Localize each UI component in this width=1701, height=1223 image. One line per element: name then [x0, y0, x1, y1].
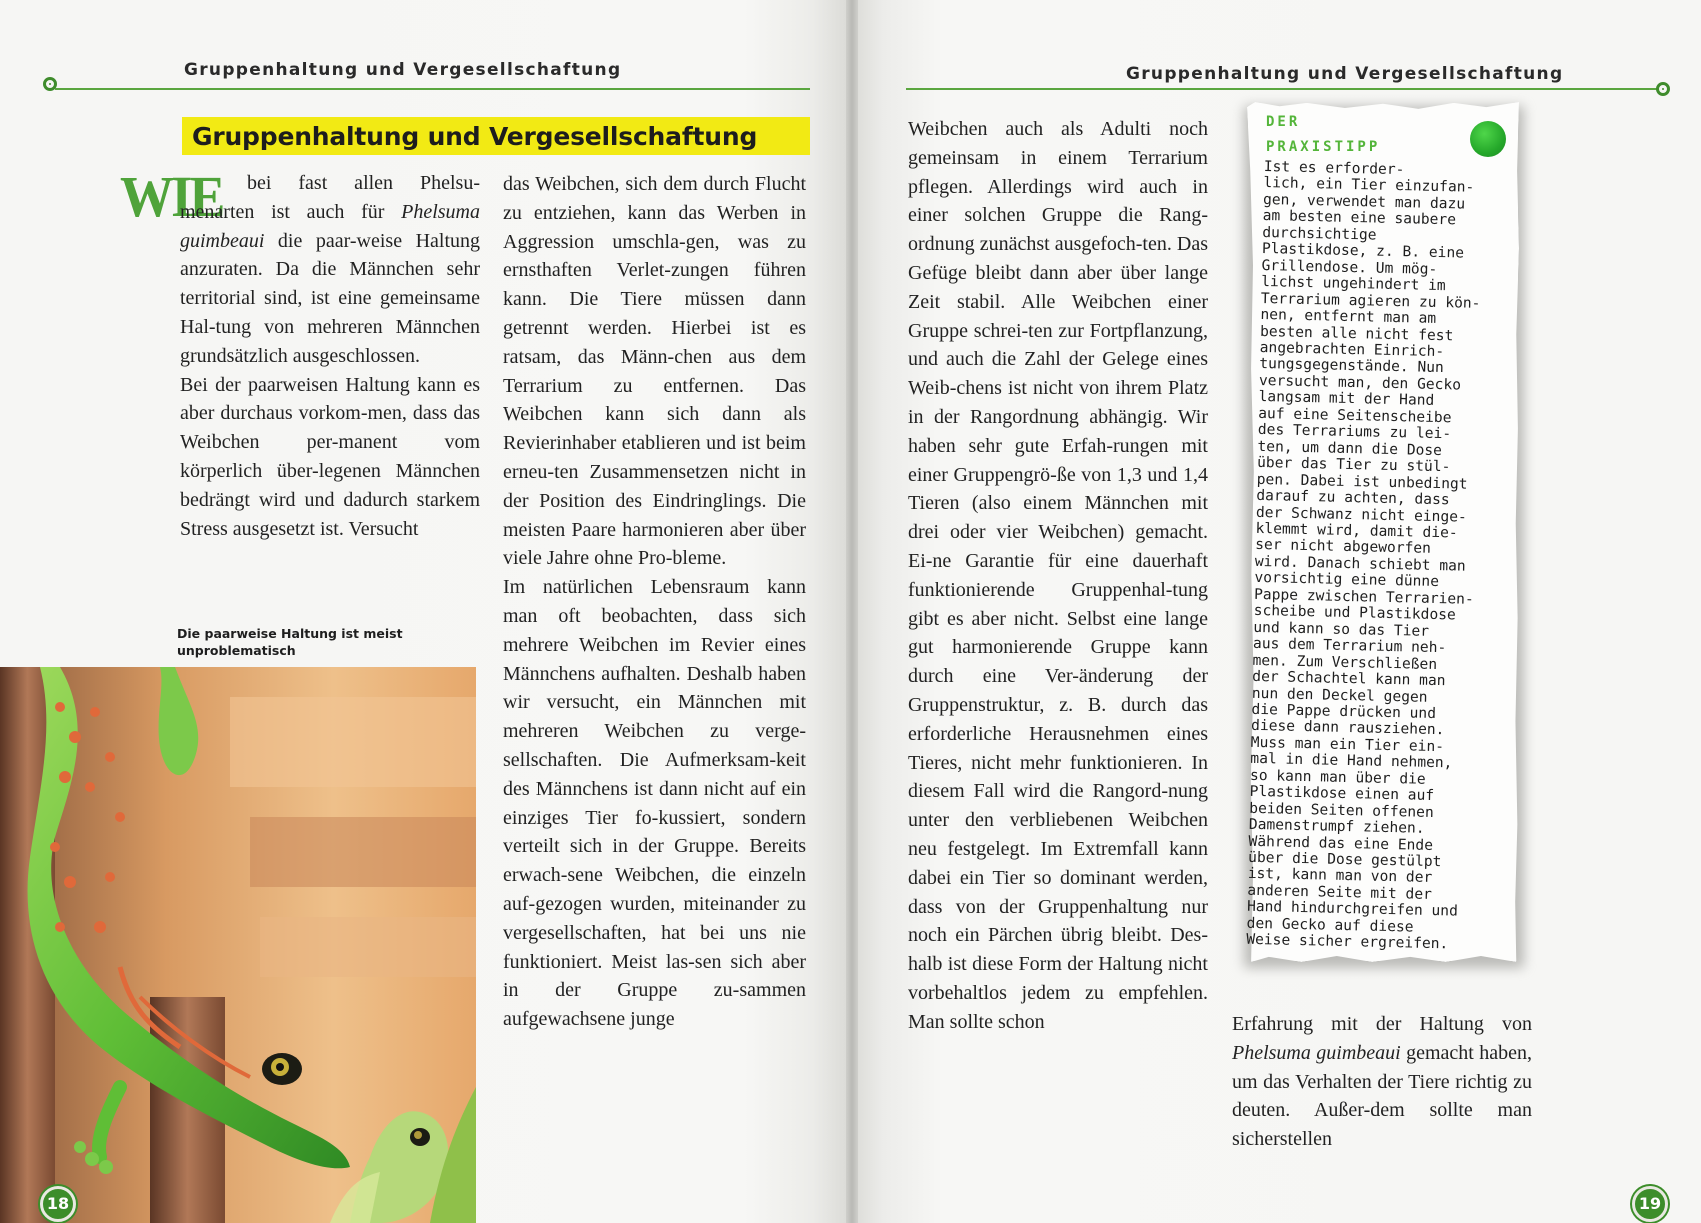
page-title: Gruppenhaltung und Vergesellschaftung: [192, 122, 758, 151]
experience-text: Erfahrung mit der Haltung von: [1232, 1013, 1532, 1035]
species-name: Phelsuma guimbeaui: [180, 200, 480, 252]
running-head-left: Gruppenhaltung und Vergesellschaftung: [184, 60, 622, 80]
tip-label-der: DER: [1266, 114, 1301, 130]
paragraph-natural-habitat: Im natürlichen Lebensraum kann man oft beobachten, dass sich mehrere Weibchen im Revier eines Männchens aufhalten. Deshalb haben wir versucht, ein Männchen mit mehreren Weibchen zu verge-sellschaften. Die Aufmerksam-keit des Männchens ist dann nicht auf ein einziges Tier fo-kussiert, sondern verteilt sich in der Gruppe. Bereits erwach-sene Weibchen, die einzeln auf-gezogen wurden, miteinander zu vergesellschaften, hat bei uns nie funktioniert. Meist las-sen sich aber in der Gruppe zu-sammen aufgewachsene junge: [503, 576, 806, 1031]
intro-text: bei fast allen Phelsu-menarten ist auch für: [180, 172, 480, 223]
paragraph-pair-keeping: Bei der paarweisen Haltung kann es aber durchaus vorkom-men, dass das Weibchen per-manent vom körperlich über-legenen Männchen bedrängt wird und dadurch starkem Stress ausgesetzt ist. Versucht: [180, 373, 480, 540]
tip-label-praxistipp: PRAXISTIPP: [1266, 139, 1381, 155]
paragraph-group-keeping: Weibchen auch als Adulti noch gemeinsam in einem Terrarium pflegen. Allerdings wird auch in einer solchen Gruppe die Rang-ordnung zunächst ausgefoch-ten. Das Gefüge bleibt dann aber über lange Zeit stabil. Alle Weibchen einer Gruppe schrei-ten zur Fortpflanzung, und auch die Zahl der Gelege eines Weib-chens ist nicht von ihrem Platz in der Rangordnung abhängig. Wir haben sehr gute Erfah-rungen mit einer Gruppengrö-ße von 1,3 und 1,4 Tieren (also einem Männchen mit drei oder vier Weibchen) gemacht. Ei-ne Garantie für eine dauerhaft funktionierende Gruppenhal-tung gibt es aber nicht. Selbst eine lange gut harmonierende Gruppe kann durch eine Ver-änderung der Gruppenstruktur, z. B. durch das erforderliche Herausnehmen eines Tieres, nicht mehr funktionieren. In diesem Fall wird die Rangord-nung unter den verbliebenen Weibchen neu festgelegt. Im Extremfall kann dabei ein Tier so dominant werden, dass von der Gruppenhaltung nur noch ein Pärchen übrig bleibt. Des-halb ist diese Form der Haltung nicht vorbehaltlos jedem zu empfehlen. Man sollte schon: [908, 118, 1208, 1033]
praxistipp-text: Ist es erforder- lich, ein Tier einzufan- gen, verwendet man dazu am besten eine saubere durchsichtige Plastikdose, z. B. eine Grillendose. Um mög- lichst ungehindert im Terrarium agieren zu kön- nen, entfernt man am besten alle nicht fest angebrachten Einrich- tungsgegenstände. Nun versucht man, den Gecko langsam mit der Hand auf eine Seitenscheibe des Terrariums zu lei- ten, um dann die Dose über das Tier zu stül- pen. Dabei ist unbedingt darauf zu achten, dass der Schwanz nicht einge- klemmt wird, damit die- ser nicht abgeworfen wird. Danach schiebt man vorsichtig eine dünne Pappe zwischen Terrarien- scheibe und Plastikdose und kann so das Tier aus dem Terrarium neh- men. Zum Verschließen der Schachtel kann man nun den Deckel gegen die Pappe drücken und diese dann rausziehen. Muss man ein Tier ein- mal in die Hand nehmen, so kann man über die Plastikdose einen auf beiden Seiten offenen Damenstrumpf ziehen. Während das eine Ende über die Dose gestülpt ist, kann man von der anderen Seite mit der Hand hindurchgreifen und den Gecko auf diese Weise sicher ergreifen.: [1246, 158, 1481, 953]
green-dot-icon: [1470, 121, 1506, 157]
paragraph-intro: [180, 169, 480, 371]
intro-text-rest: die paar-weise Haltung anzuraten. Da die Männchen sehr territorial sind, ist eine gemeinsame Hal-tung von mehreren Männchen grundsätzlich ausgeschlossen.: [180, 229, 480, 367]
header-rule-left: [55, 88, 810, 90]
book-gutter: [846, 0, 858, 1223]
paragraph-experience: [1232, 1010, 1532, 1154]
species-name-right: Phelsuma guimbeaui: [1232, 1041, 1401, 1064]
page-number-right: 19: [1632, 1186, 1668, 1222]
left-column-2: [503, 170, 806, 1034]
photo-caption: Die paarweise Haltung ist meist unproblematisch: [177, 626, 403, 658]
header-bullet-right-icon: [1656, 82, 1670, 96]
right-column-1: [908, 115, 1208, 1037]
left-column-1: [180, 169, 480, 543]
gecko-photo: [0, 667, 476, 1223]
running-head-right: Gruppenhaltung und Vergesellschaftung: [1126, 64, 1564, 84]
header-rule-right: [906, 88, 1667, 90]
page-number-left: 18: [40, 1186, 76, 1222]
paragraph-separation: das Weibchen, sich dem durch Flucht zu entziehen, kann das Werben in Aggression umschla-gen, was zu ernsthaften Verlet-zungen führen kann. Die Tiere müssen dann getrennt werden. Hierbei ist es ratsam, das Männ-chen aus dem Terrarium zu entfernen. Das Weibchen kann sich dann als Revierinhaber etablieren und ist beim erneu-ten Zusammensetzen nicht in der Position des Eindringlings. Die meisten Paare harmonieren aber über viele Jahre ohne Pro-bleme.: [503, 173, 806, 570]
drop-cap: WIE: [120, 164, 223, 229]
experience-text-rest: gemacht haben, um das Verhalten der Tiere richtig zu deuten. Außer-dem sollte man sicherstellen: [1232, 1041, 1533, 1151]
right-column-2: [1232, 1010, 1532, 1154]
